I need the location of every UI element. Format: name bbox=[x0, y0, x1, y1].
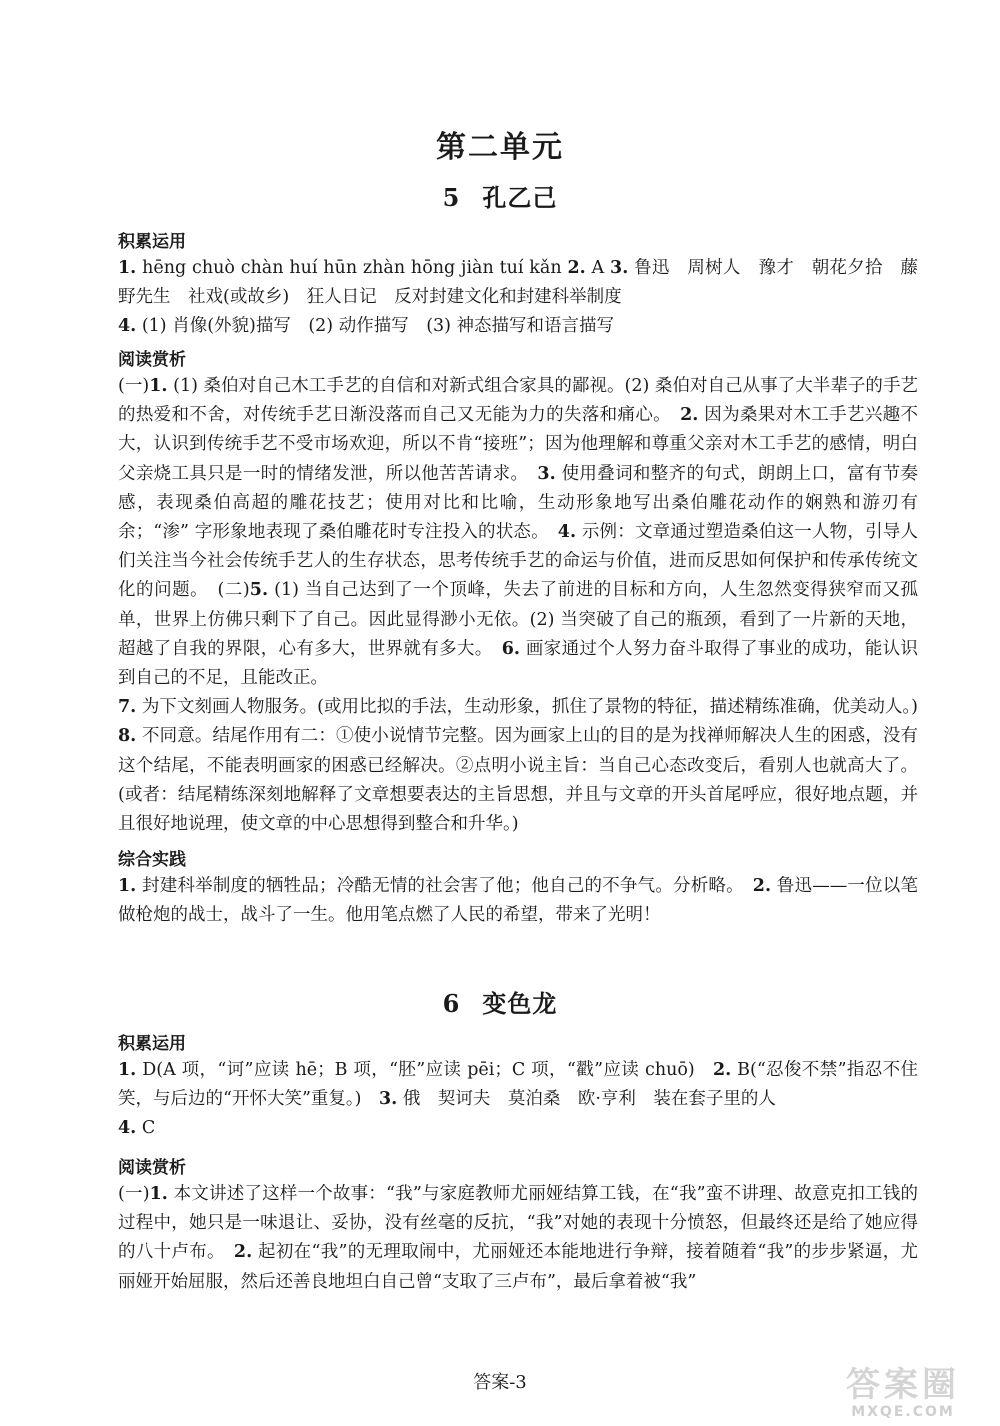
section-body: 1. D(A 项，“诃”应读 hē；B 项，“胚”应读 pēi；C 项，“戳”应读 chuō) 2. B(“忍俊不禁”指忍不住笑，与后边的“开怀大笑”重复。) 3. 俄 契诃夫 莫泊桑 欧·亨利 装在套子里的人 4. C bbox=[118, 1060, 918, 1139]
section-heading: 综合实践 bbox=[118, 850, 186, 870]
question-number: 2. bbox=[712, 1060, 732, 1080]
lesson-6-reading bbox=[118, 1156, 918, 1297]
question-number: 7. bbox=[118, 697, 137, 718]
question-number: 4. bbox=[118, 316, 137, 337]
lesson-5-accumulation bbox=[118, 230, 918, 342]
question-number: 6. bbox=[501, 638, 520, 659]
watermark-main: 答案圈 bbox=[846, 1365, 960, 1405]
lesson-6-name: 变色龙 bbox=[482, 989, 558, 1018]
section-body: 1. 封建科举制度的牺牲品；冷酷无情的社会害了他；他自己的不争气。分析略。 2. 鲁迅——一位以笔做枪炮的战士，战斗了一生。他用笔点燃了人民的希望，带来了光明！ bbox=[118, 876, 919, 926]
section-heading: 阅读赏析 bbox=[118, 350, 186, 370]
question-number: 1. bbox=[118, 258, 137, 278]
section-heading: 积累运用 bbox=[118, 1034, 186, 1054]
question-number: 3. bbox=[537, 463, 556, 484]
question-number: 1. bbox=[118, 876, 137, 896]
lesson-5-title bbox=[0, 178, 1000, 213]
question-number: 4. bbox=[557, 522, 577, 543]
question-number: 8. bbox=[118, 726, 137, 747]
section-body: (一)1. (1) 桑伯对自己木工手艺的自信和对新式组合家具的鄙视。(2) 桑伯对自己从事了大半辈子的手艺的热爱和不舍，对传统手艺日渐没落而自己又无能为力的失落和痛心。 2. 因为桑果对木工手艺兴趣不大，认识到传统手艺不受市场欢迎，所以不肯“接班”；因为他理解和尊重父亲对木工手艺的感情，明白父亲烧工具只是一时的情绪发泄，所以他苦苦请求。 3. 使用叠词和整齐的句式，朗朗上口，富有节奏感，表现桑伯高超的雕花技艺；使用对比和比喻，生动形象地写出桑伯雕花动作的娴熟和游刃有余；“渗” 字形象地表现了桑伯雕花时专注投入的状态。 4. 示例：文章通过塑造桑伯这一人物，引导人们关注当今社会传统手艺人的生存状态，思考传统手艺的命运与价值，进而反思如何保护和传承传统文化的问题。 (二)5. (1) 当自己达到了一个顶峰，失去了前进的目标和方向，人生忽然变得狭窄而又孤单，世界上仿佛只剩下了自己。因此显得渺小无依。(2) 当突破了自己的瓶颈，看到了一片新的天地，超越了自我的界限，心有多大，世界就有多大。 6. 画家通过个人努力奋斗取得了事业的成功，能认识到自己的不足，且能改正。 7. 为下文刻画人物服务。(或用比拟的手法，生动形象，抓住了景物的特征，描述精练准确，优美动人。) 8. 不同意。结尾作用有二：①使小说情节完整。因为画家上山的目的是为找禅师解决人生的困惑，没有这个结尾，不能表明画家的困惑已经解决。②点明小说主旨：当自己心态改变后，看别人也就高大了。(或者：结尾精练深刻地解释了文章想要表达的主旨思想，并且与文章的开头首尾呼应，很好地点题，并且很好地说理，使文章的中心思想得到整合和升华。) bbox=[118, 376, 936, 835]
lesson-5-number: 5 bbox=[442, 183, 461, 212]
question-number: 1. bbox=[149, 1184, 168, 1204]
question-number: 5. bbox=[249, 580, 269, 601]
unit-title: 第二单元 bbox=[436, 130, 564, 165]
lesson-5-practice bbox=[118, 848, 918, 930]
watermark-sub: MXQE.COM bbox=[851, 1404, 955, 1420]
lesson-6-number: 6 bbox=[442, 989, 461, 1018]
section-heading: 积累运用 bbox=[118, 232, 186, 252]
question-number: 3. bbox=[610, 258, 629, 278]
question-number: 1. bbox=[149, 376, 168, 396]
lesson-6-title bbox=[0, 984, 1000, 1019]
question-number: 2. bbox=[567, 258, 586, 278]
section-heading: 阅读赏析 bbox=[118, 1158, 186, 1178]
section-body: (一)1. 本文讲述了这样一个故事：“我”与家庭教师尤丽娅结算工钱，在“我”蛮不讲理、故意克扣工钱的过程中，她只是一味退让、妥协，没有丝毫的反抗，“我”对她的表现十分愤怒，但最终还是给了她应得的八十卢布。 2. 起初在“我”的无理取闹中，尤丽娅还本能地进行争辩，接着随着“我”的步步紧逼，尤丽娅开始屈服，然后还善良地坦白自己曾“支取了三卢布”，最后拿着被“我” bbox=[118, 1184, 918, 1292]
section-body: 1. hēng chuò chàn huí hūn zhàn hōng jiàn tuí kǎn 2. A 3. 鲁迅 周树人 豫才 朝花夕拾 藤野先生 社戏(或故乡) 狂人日记 反对封建文化和封建科举制度 4. (1) 肖像(外貌)描写 (2) 动作描写 (3) 神态描写和语言描写 bbox=[118, 258, 919, 337]
lesson-5-reading bbox=[118, 348, 936, 839]
question-number: 3. bbox=[378, 1089, 398, 1110]
lesson-6-accumulation bbox=[118, 1032, 918, 1144]
question-number: 2. bbox=[752, 876, 772, 896]
question-number: 2. bbox=[233, 1242, 253, 1263]
lesson-5-name: 孔乙己 bbox=[482, 183, 558, 212]
watermark-logo bbox=[828, 1366, 978, 1422]
question-number: 1. bbox=[118, 1060, 137, 1080]
page-number: 答案-3 bbox=[473, 1372, 527, 1393]
question-number: 4. bbox=[118, 1118, 137, 1139]
question-number: 2. bbox=[680, 405, 699, 426]
